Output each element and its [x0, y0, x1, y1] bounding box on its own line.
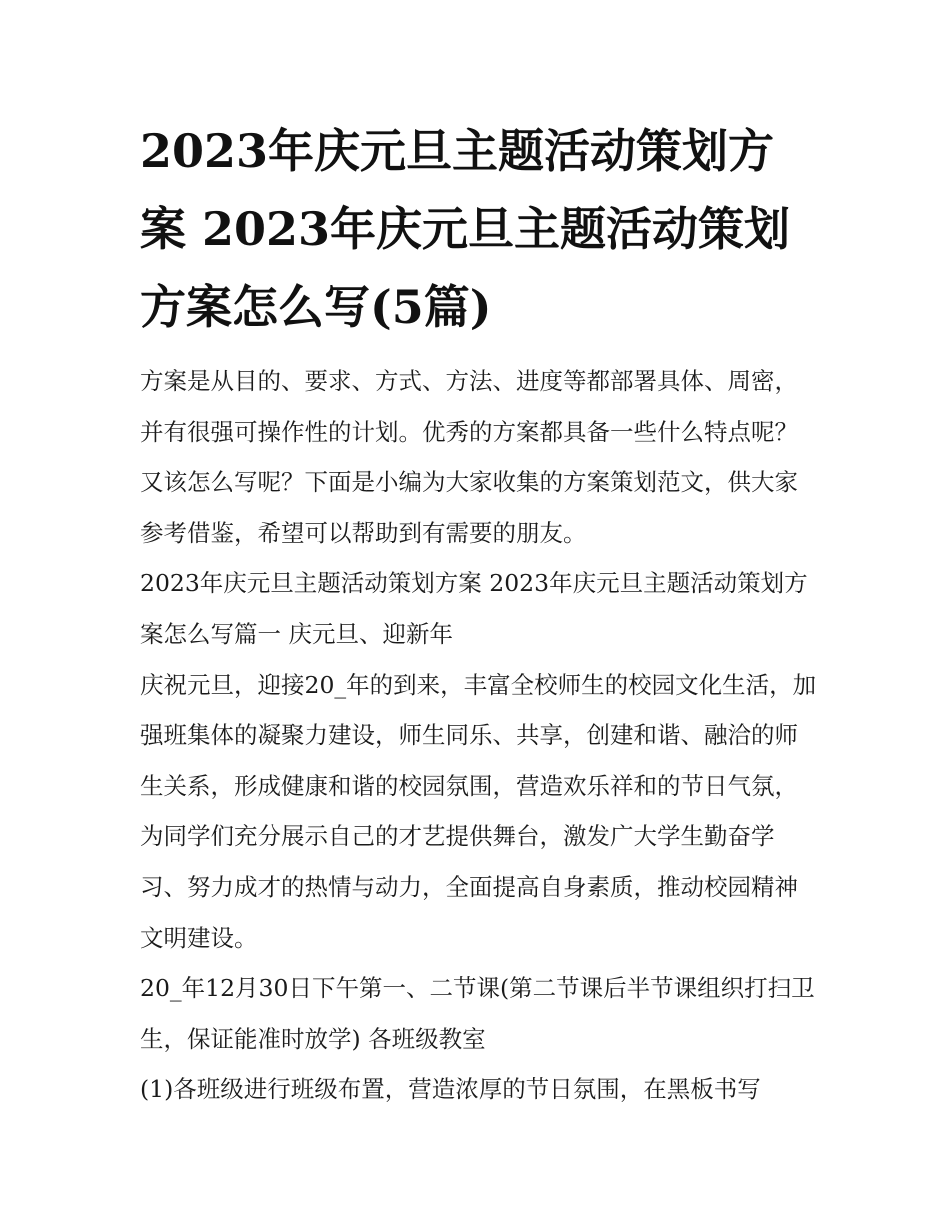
document-body [140, 356, 820, 1115]
document-title: 2023年庆元旦主题活动策划方案 2023年庆元旦主题活动策划方案怎么写(5篇) [140, 124, 791, 334]
activity-item-paragraph: (1)各班级进行班级布置，营造浓厚的节日氛围，在黑板书写 [140, 1075, 761, 1104]
intro-paragraph: 方案是从目的、要求、方式、方法、进度等都部署具体、周密，并有很强可操作性的计划。优秀的方案都具备一些什么特点呢？又该怎么写呢？下面是小编为大家收集的方案策划范文，供大家参考借鉴，希望可以帮助到有需要的朋友。 [140, 367, 798, 547]
section-heading: 2023年庆元旦主题活动策划方案 2023年庆元旦主题活动策划方案怎么写篇一 庆元旦、迎新年 [140, 569, 808, 648]
purpose-paragraph: 庆祝元旦，迎接20_年的到来，丰富全校师生的校园文化生活，加强班集体的凝聚力建设，师生同乐、共享，创建和谐、融洽的师生关系，形成健康和谐的校园氛围，营造欢乐祥和的节日气氛，为同学们充分展示自己的才艺提供舞台，激发广大学生勤奋学习、努力成才的热情与动力，全面提高自身素质，推动校园精神文明建设。 [140, 670, 817, 952]
time-location-paragraph: 20_年12月30日下午第一、二节课(第二节课后半节课组织打扫卫生，保证能准时放学) 各班级教室 [140, 974, 815, 1053]
